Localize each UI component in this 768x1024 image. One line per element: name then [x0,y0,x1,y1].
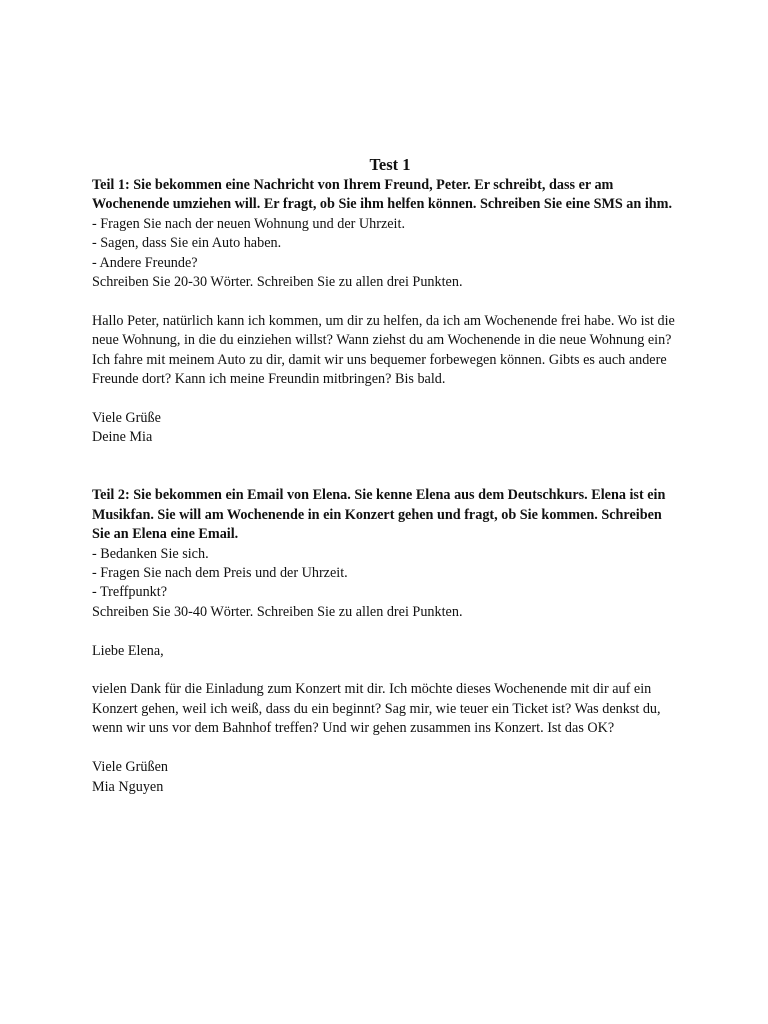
part2-task: Teil 2: Sie bekommen ein Email von Elena. Sie kenne Elena aus dem Deutschkurs. Elena ist ein Musikfan. Sie will am Wochenende in ein Konzert gehen und fragt, ob Sie kommen. Schreiben Sie an Elena eine Email. [92,487,666,543]
part1-instruction: Schreiben Sie 20-30 Wörter. Schreiben Sie zu allen drei Punkten. [92,274,463,291]
part2-point-3: - Treffpunkt? [92,584,168,601]
document-title: Test 1 [369,155,411,174]
part2-answer: vielen Dank für die Einladung zum Konzert mit dir. Ich möchte dieses Wochenende mit dir auf ein Konzert gehen, weil ich weiß, dass du ein beginnt? Sag mir, wie teuer ein Ticket ist? Was denkst du, wenn wir uns vor dem Bahnhof treffen? Und wir gehen zusammen ins Konzert. Ist das OK? [92,681,661,737]
part1-answer: Hallo Peter, natürlich kann ich kommen, um dir zu helfen, da ich am Wochenende frei habe. Wo ist die neue Wohnung, in die du einziehen willst? Wann ziehst du am Wochenende in die neue Wohnung ein? Ich fahre mit meinem Auto zu dir, damit wir uns bequemer forbewegen können. Gibts es auch andere Freunde dort? Kann ich meine Freundin mitbringen? Bis bald. [92,312,675,388]
document-content [92,154,682,797]
part1-task: Teil 1: Sie bekommen eine Nachricht von Ihrem Freund, Peter. Er schreibt, dass er am Wochenende umziehen will. Er fragt, ob Sie ihm helfen können. Schreiben Sie eine SMS an ihm. [92,177,673,213]
part1-point-3: - Andere Freunde? [92,254,198,271]
part1-point-1: - Fragen Sie nach der neuen Wohnung und der Uhrzeit. [92,215,405,232]
part1-closing: Viele Grüße [92,409,161,426]
part2-signature: Mia Nguyen [92,778,164,795]
part2-instruction: Schreiben Sie 30-40 Wörter. Schreiben Sie zu allen drei Punkten. [92,603,463,620]
part2-closing: Viele Grüßen [92,759,168,776]
part2-greeting: Liebe Elena, [92,642,164,659]
part1-signature: Deine Mia [92,429,153,446]
part1-point-2: - Sagen, dass Sie ein Auto haben. [92,235,282,252]
part2-point-2: - Fragen Sie nach dem Preis und der Uhrzeit. [92,565,348,582]
part2-point-1: - Bedanken Sie sich. [92,545,209,562]
